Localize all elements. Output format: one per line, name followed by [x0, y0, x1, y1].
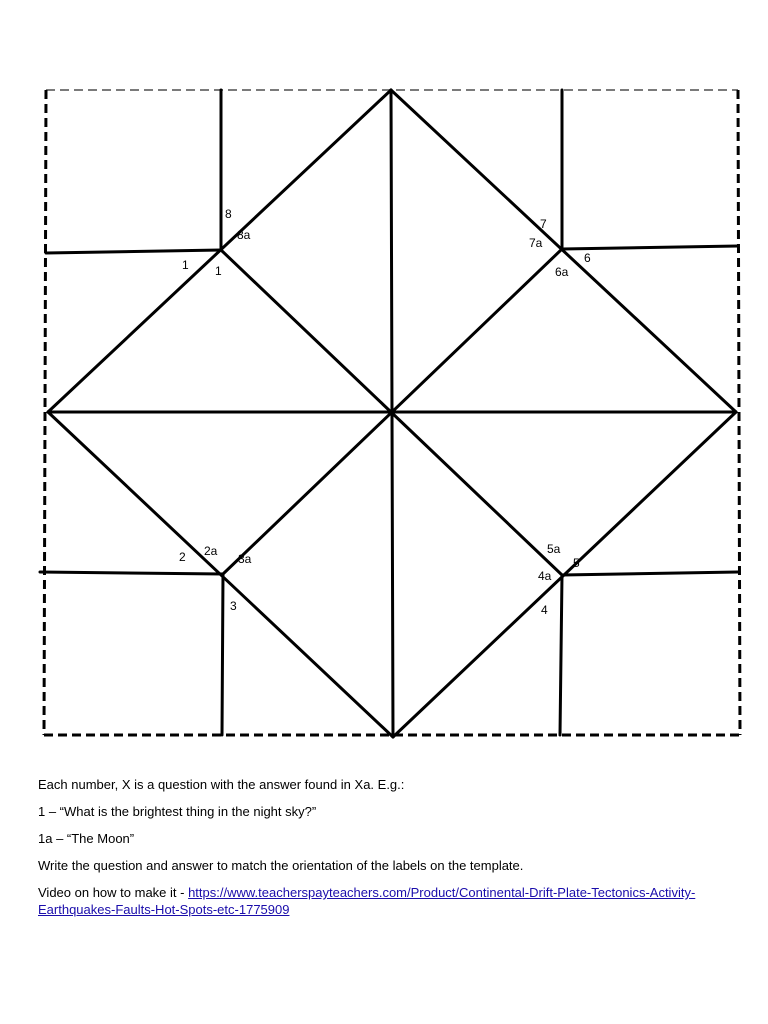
video-link[interactable]: https://www.teacherspayteachers.com/Product/Continental-Drift-Plate-Tectonics-Activity-Earthquakes-Faults-Hot-Spots-etc-1775909 — [38, 885, 696, 917]
fold-lines — [40, 90, 738, 737]
label-4a: 4a — [538, 569, 552, 583]
instruction-line: Each number, X is a question with the answer found in Xa. E.g.: — [38, 777, 405, 792]
video-prefix: Video on how to make it - — [38, 885, 189, 900]
example-question: 1 – “What is the brightest thing in the night sky?” — [38, 804, 317, 819]
label-1-outer: 1 — [182, 258, 189, 272]
label-8: 8 — [225, 207, 232, 221]
flap-line-bottom-left-h — [40, 572, 223, 574]
label-5: 5 — [573, 556, 580, 570]
label-5a: 5a — [547, 542, 561, 556]
label-8a: 8a — [237, 228, 251, 242]
label-3a: 3a — [238, 552, 252, 566]
orientation-note: Write the question and answer to match the orientation of the labels on the template. — [38, 858, 524, 873]
label-6a: 6a — [555, 265, 569, 279]
label-2a: 2a — [204, 544, 218, 558]
flap-line-bottom-right-h — [562, 572, 738, 575]
label-6: 6 — [584, 251, 591, 265]
flap-line-bottom-left-v — [222, 574, 223, 735]
example-answer: 1a – “The Moon” — [38, 831, 135, 846]
label-4: 4 — [541, 603, 548, 617]
label-7a: 7a — [529, 236, 543, 250]
instructions — [38, 776, 738, 928]
label-1-inner: 1 — [215, 264, 222, 278]
label-3: 3 — [230, 599, 237, 613]
flap-line-top-left-h — [46, 250, 221, 253]
video-note — [38, 884, 738, 918]
label-7: 7 — [540, 217, 547, 231]
flap-line-top-right-h — [562, 246, 738, 249]
label-2: 2 — [179, 550, 186, 564]
flap-line-bottom-right-v — [560, 575, 562, 735]
